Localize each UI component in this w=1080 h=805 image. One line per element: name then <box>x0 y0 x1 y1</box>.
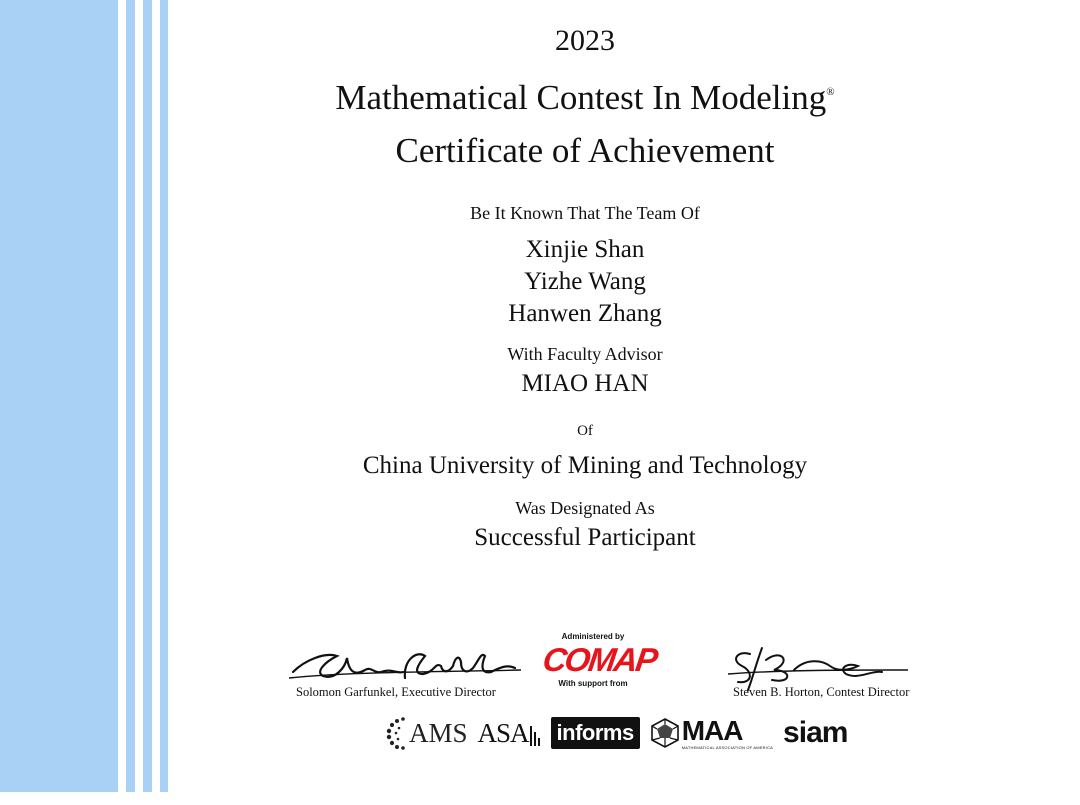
maa-subtext: MATHEMATICAL ASSOCIATION OF AMERICA <box>681 744 774 750</box>
team-member: Yizhe Wang <box>524 268 646 295</box>
certificate-year: 2023 <box>555 24 615 57</box>
sponsor-logos <box>385 712 857 754</box>
ams-text: AMS <box>409 717 468 748</box>
comap-block <box>540 632 659 688</box>
asa-logo <box>478 718 541 749</box>
signature-label-right: Steven B. Horton, Contest Director <box>733 685 910 699</box>
signature-garfunkel <box>285 638 525 690</box>
maa-polyhedron-icon <box>650 718 680 748</box>
ams-dots-icon <box>385 716 409 750</box>
asa-bars-icon <box>529 720 541 746</box>
team-member: Xinjie Shan <box>525 236 645 263</box>
administered-by-label: Administered by <box>561 632 625 641</box>
ams-logo <box>385 716 468 750</box>
informs-logo <box>551 717 640 749</box>
team-member: Hanwen Zhang <box>508 300 662 327</box>
designation: Successful Participant <box>474 524 696 551</box>
advisor-label: With Faculty Advisor <box>507 344 663 364</box>
certificate-subtitle: Certificate of Achievement <box>395 131 775 170</box>
contest-name: Mathematical Contest In Modeling <box>335 78 827 117</box>
maa-logo <box>650 714 774 750</box>
registered-mark: ® <box>826 86 835 98</box>
signature-label-left: Solomon Garfunkel, Executive Director <box>296 685 496 699</box>
of-label: Of <box>577 423 593 439</box>
team-intro: Be It Known That The Team Of <box>470 203 700 223</box>
certificate-title <box>90 78 1080 118</box>
advisor-name: MIAO HAN <box>521 370 649 397</box>
designation-label: Was Designated As <box>515 498 655 518</box>
comap-logo: COMAP <box>540 641 659 678</box>
university-name: China University of Mining and Technology <box>362 452 808 479</box>
maa-text: MAA <box>681 714 743 746</box>
informs-text: informs <box>551 717 640 749</box>
asa-text: ASA <box>477 717 529 748</box>
siam-text: siam <box>783 716 848 749</box>
support-label: With support from <box>558 679 628 688</box>
siam-logo <box>783 716 847 750</box>
